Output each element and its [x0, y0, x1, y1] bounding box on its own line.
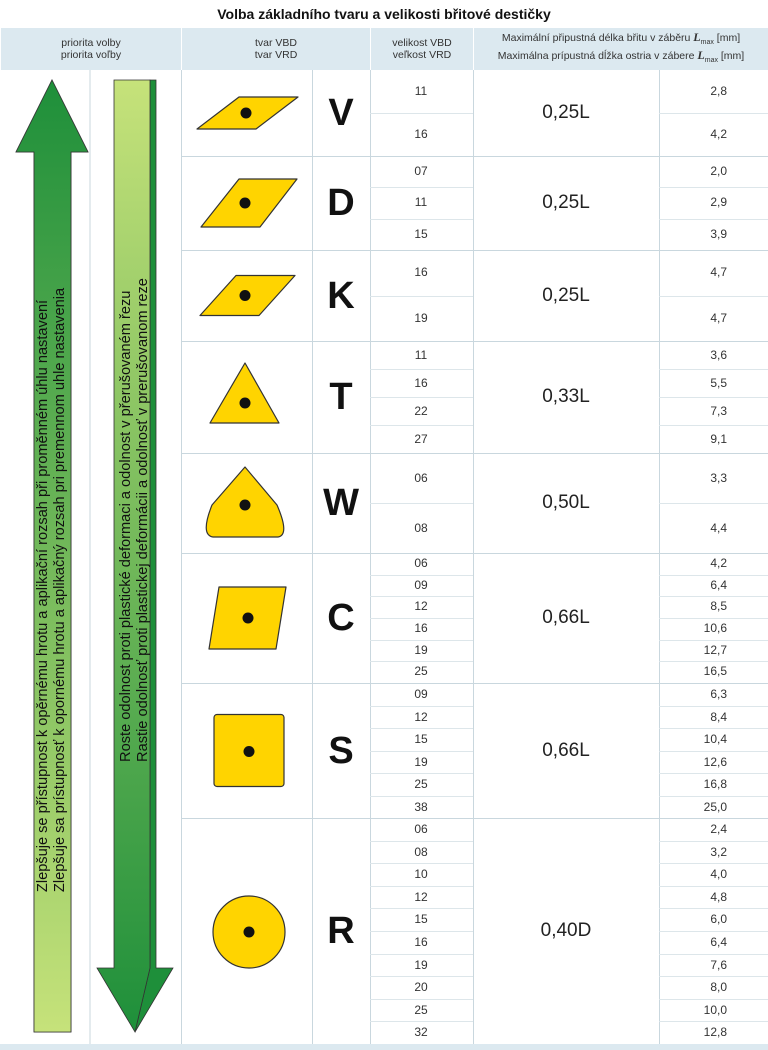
- page-title: Volba základního tvaru a velikosti břitové destičky: [217, 6, 551, 22]
- lmax-value: 8,0: [710, 980, 727, 995]
- rhombic-55-icon: [181, 156, 312, 250]
- insert-size: 08: [414, 844, 428, 859]
- center-hole: [240, 500, 251, 511]
- lmax-value: 10,0: [703, 1002, 727, 1017]
- insert-size: 07: [414, 164, 428, 178]
- insert-size: 08: [414, 521, 428, 535]
- header-shape-cz: tvar VBD: [254, 37, 297, 49]
- insert-size: 16: [414, 127, 428, 141]
- header-priority: [0, 28, 181, 70]
- bottom-band: [0, 1044, 768, 1050]
- insert-size: 11: [414, 348, 428, 362]
- shape-letter: S: [328, 729, 354, 772]
- header-length-line-sk: [474, 49, 768, 67]
- right-arrow-text: [118, 278, 152, 762]
- lmax-value: 4,7: [710, 265, 727, 279]
- lmax-value: 6,4: [710, 935, 727, 949]
- insert-size: 09: [414, 687, 428, 701]
- insert-size: 19: [414, 754, 428, 769]
- lmax-value: 4,2: [710, 556, 727, 570]
- insert-size: 25: [414, 777, 428, 791]
- lmax-value: 4,8: [710, 889, 727, 904]
- square-icon: [181, 683, 312, 818]
- shape-letter: R: [327, 910, 355, 952]
- lmax-value: 3,9: [710, 226, 727, 241]
- max-length-ratio: 0,66L: [542, 739, 590, 761]
- center-hole: [243, 613, 254, 624]
- lmax-value: 5,5: [710, 376, 727, 390]
- lmax-symbol-2: L: [697, 48, 705, 62]
- header-length-cz: Maximální připustná délka břitu v záběru: [501, 31, 691, 44]
- header-unit: [mm]: [716, 31, 741, 44]
- insert-size: 20: [414, 980, 428, 995]
- insert-size: 19: [414, 642, 428, 657]
- header-priority-cz: priorita volby: [61, 37, 121, 49]
- rhombic-35-icon: [181, 70, 312, 156]
- lmax-value: 16,8: [703, 777, 727, 791]
- insert-size: 15: [414, 912, 428, 927]
- grid-vline: [473, 70, 474, 1044]
- lmax-value: 2,8: [710, 84, 727, 98]
- header-size: [370, 28, 473, 70]
- arrows-outline: [0, 70, 181, 1045]
- center-hole: [244, 927, 255, 938]
- insert-size: 32: [414, 1025, 428, 1040]
- header-unit-2: [mm]: [720, 50, 745, 62]
- shape-letter: C: [327, 597, 355, 639]
- max-length-ratio: 0,40D: [540, 920, 592, 941]
- insert-size: 19: [414, 957, 428, 972]
- insert-size: 16: [414, 621, 428, 635]
- insert-size: 06: [414, 471, 428, 485]
- right-arrow-text-sk: Rastie odolnosť proti plastickej deformácii a odolnosť v prerušovanom reze: [135, 278, 151, 762]
- insert-size: 10: [414, 867, 428, 882]
- insert-size: 16: [414, 265, 428, 279]
- insert-size: 06: [414, 822, 428, 836]
- center-hole: [241, 108, 252, 119]
- left-arrow-text-cz: Zlepšuje se přístupnost k opěrnému hrotu a aplikační rozsah při proměnném úhlu nastavení: [35, 299, 51, 893]
- lmax-value: 10,6: [703, 621, 727, 635]
- insert-size: 15: [414, 732, 428, 746]
- lmax-value: 2,0: [710, 164, 727, 178]
- insert-size: 09: [414, 577, 428, 592]
- insert-size: 16: [414, 376, 428, 390]
- insert-size: 12: [414, 709, 428, 724]
- lmax-value: 8,4: [710, 709, 727, 724]
- header-shape: [181, 28, 370, 70]
- lmax-value: 4,0: [710, 867, 727, 882]
- header-size-sk: veľkost VRD: [392, 49, 452, 61]
- max-length-ratio: 0,25L: [542, 192, 590, 213]
- lmax-value: 12,8: [703, 1025, 727, 1040]
- shape-letter: T: [329, 376, 353, 418]
- insert-size: 12: [414, 889, 428, 904]
- left-arrow-text: [35, 288, 69, 892]
- lmax-value: 7,6: [710, 957, 727, 972]
- lmax-sub: max: [700, 39, 714, 46]
- shape-letter: D: [327, 182, 355, 224]
- lmax-value: 10,4: [703, 732, 727, 746]
- max-length-ratio: 0,50L: [542, 492, 590, 513]
- header-priority-sk: priorita voľby: [60, 49, 122, 61]
- insert-size: 11: [414, 195, 428, 210]
- center-hole: [240, 198, 251, 209]
- header-shape-sk: tvar VRD: [254, 49, 298, 61]
- max-length-ratio: 0,33L: [542, 386, 590, 407]
- insert-size: 16: [414, 935, 428, 949]
- lmax-value: 12,7: [703, 642, 727, 657]
- insert-size: 25: [414, 664, 428, 679]
- center-hole: [240, 398, 251, 409]
- round-icon: [181, 818, 312, 1044]
- lmax-value: 16,5: [703, 664, 727, 679]
- insert-size: 22: [414, 404, 428, 418]
- lmax-value: 6,0: [710, 912, 727, 927]
- triangle-icon: [181, 341, 312, 453]
- insert-size: 38: [414, 799, 428, 814]
- lmax-value: 2,9: [710, 195, 727, 210]
- lmax-value: 4,2: [710, 127, 727, 141]
- insert-size: 19: [414, 310, 428, 325]
- header-length-line-cz: [474, 31, 768, 49]
- center-hole: [244, 746, 255, 757]
- insert-size: 25: [414, 1002, 428, 1017]
- insert-size: 27: [414, 432, 428, 446]
- shape-letter: K: [327, 274, 355, 317]
- right-arrow-text-cz: Roste odolnost proti plastické deformaci a odolnost v přerušovaném řezu: [118, 290, 134, 762]
- lmax-value: 6,3: [710, 687, 727, 701]
- lmax-value: 3,3: [710, 471, 727, 485]
- trigon-icon: [181, 453, 312, 553]
- header-length-sk: Maximálna prípustná dĺžka ostria v zábere: [497, 50, 695, 62]
- max-length-ratio: 0,66L: [542, 607, 590, 628]
- insert-size: 11: [414, 84, 428, 98]
- header-length: [473, 28, 768, 70]
- lmax-value: 4,7: [710, 310, 727, 325]
- insert-size: 12: [414, 599, 428, 614]
- shape-letter: W: [323, 482, 359, 524]
- lmax-value: 12,6: [703, 754, 727, 769]
- rhombic-80-icon: [181, 553, 312, 683]
- insert-size: 06: [414, 556, 428, 570]
- lmax-value: 6,4: [710, 577, 727, 592]
- lmax-value: 3,6: [710, 348, 727, 362]
- left-arrow-text-sk: Zlepšuje sa prístupnosť k opornému hrotu a aplikačný rozsah pri premennom uhle nastavenia: [52, 287, 68, 893]
- parallelogram-55-icon: [181, 250, 312, 341]
- insert-size: 15: [414, 226, 428, 241]
- header-size-cz: velikost VBD: [392, 37, 452, 49]
- shape-letter: V: [328, 92, 354, 134]
- lmax-symbol: L: [693, 29, 701, 44]
- lmax-value: 2,4: [710, 822, 727, 836]
- lmax-sub-2: max: [704, 57, 718, 65]
- lmax-value: 3,2: [710, 844, 727, 859]
- lmax-value: 25,0: [703, 799, 727, 814]
- lmax-value: 8,5: [710, 599, 727, 614]
- lmax-value: 4,4: [710, 521, 727, 535]
- lmax-value: 9,1: [710, 432, 727, 446]
- max-length-ratio: 0,25L: [542, 102, 590, 123]
- lmax-value: 7,3: [710, 404, 727, 418]
- max-length-ratio: 0,25L: [542, 284, 590, 306]
- center-hole: [240, 290, 251, 301]
